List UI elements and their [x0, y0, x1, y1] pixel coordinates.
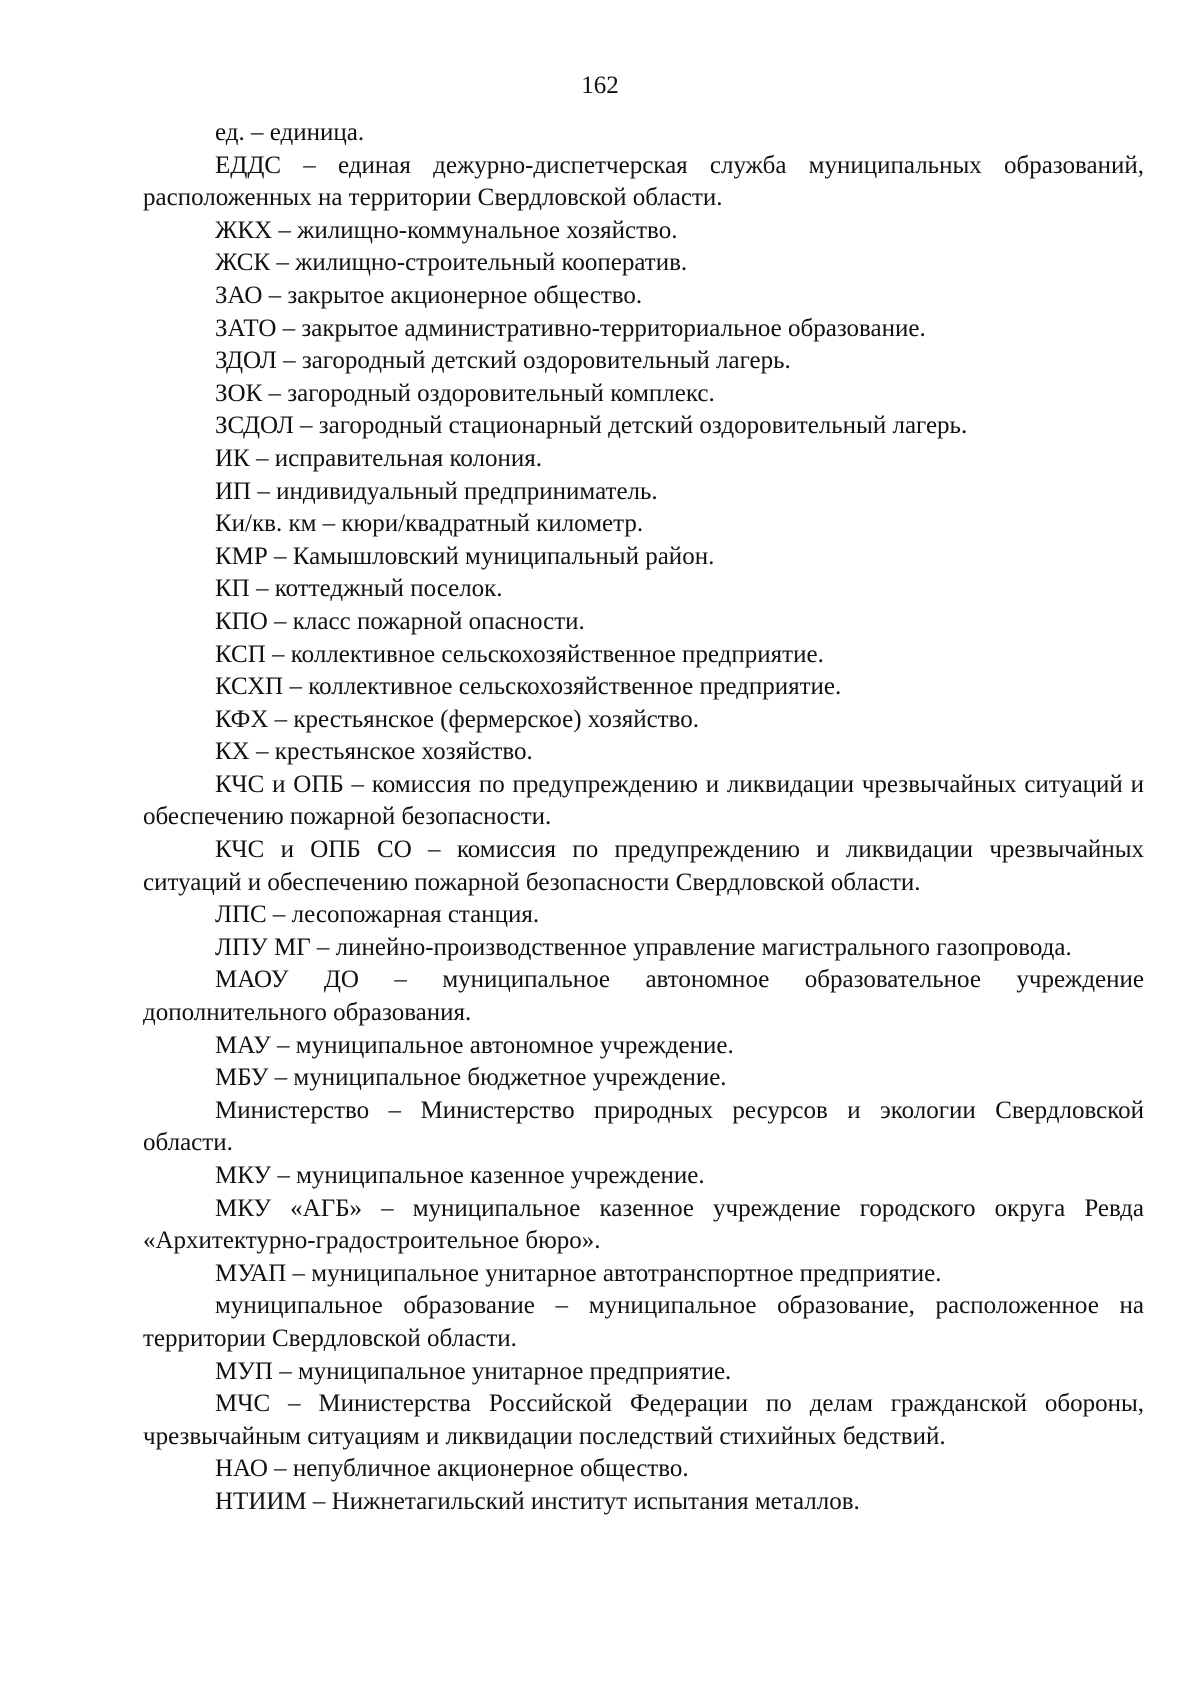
abbreviation-entry: ЛПУ МГ – линейно-производственное управление магистрального газопровода.	[215, 933, 1072, 961]
abbreviation-entry: КСП – коллективное сельскохозяйственное предприятие.	[215, 640, 824, 668]
abbreviation-entry: МУП – муниципальное унитарное предприятие.	[215, 1357, 732, 1385]
abbreviation-entry: Ки/кв. км – кюри/квадратный километр.	[215, 510, 644, 538]
page-number: 162	[581, 72, 619, 99]
abbreviation-entry: КСХП – коллективное сельскохозяйственное предприятие.	[215, 673, 842, 701]
abbreviation-entry: КЧС и ОПБ СО – комиссия по предупреждению и ликвидации чрезвычайных ситуаций и обеспечению пожарной безопасности Свердловской области.	[143, 836, 1144, 896]
abbreviation-entry: МКУ «АГБ» – муниципальное казенное учреждение городского округа Ревда «Архитектурно-градостроительное бюро».	[143, 1194, 1144, 1255]
abbreviation-entry: КЧС и ОПБ – комиссия по предупреждению и ликвидации чрезвычайных ситуаций и обеспечению пожарной безопасности.	[143, 770, 1144, 831]
abbreviation-entry: ЗАО – закрытое акционерное общество.	[215, 281, 643, 309]
abbreviation-entry: ЖКХ – жилищно-коммунальное хозяйство.	[215, 216, 678, 244]
abbreviation-entry: ЗСДОЛ – загородный стационарный детский оздоровительный лагерь.	[215, 412, 968, 440]
abbreviation-entry: ед. – единица.	[215, 119, 365, 146]
abbreviation-entry: КПО – класс пожарной опасности.	[215, 607, 585, 635]
abbreviation-entry: ЛПС – лесопожарная станция.	[215, 901, 540, 929]
abbreviation-entry: Министерство – Министерство природных ресурсов и экологии Свердловской области.	[143, 1096, 1144, 1157]
abbreviation-entry: МУАП – муниципальное унитарное автотранспортное предприятие.	[215, 1259, 942, 1287]
abbreviation-entry: МБУ – муниципальное бюджетное учреждение.	[215, 1064, 727, 1092]
abbreviations-list	[143, 117, 1144, 1519]
abbreviation-entry: ЗОК – загородный оздоровительный комплекс.	[215, 379, 715, 407]
abbreviation-entry: КМР – Камышловский муниципальный район.	[215, 542, 715, 570]
abbreviation-entry: КХ – крестьянское хозяйство.	[215, 738, 533, 766]
abbreviation-entry: НАО – непубличное акционерное общество.	[215, 1455, 689, 1483]
abbreviation-entry: КФХ – крестьянское (фермерское) хозяйство.	[215, 705, 699, 733]
abbreviation-entry: ЖСК – жилищно-строительный кооператив.	[215, 249, 688, 277]
abbreviation-entry: МЧС – Министерства Российской Федерации по делам гражданской обороны, чрезвычайным ситуациям и ликвидации последствий стихийных бедствий.	[143, 1390, 1144, 1450]
abbreviation-entry: ИП – индивидуальный предприниматель.	[215, 477, 658, 505]
abbreviation-entry: НТИИМ – Нижнетагильский институт испытания металлов.	[215, 1487, 860, 1515]
abbreviation-entry: ЗДОЛ – загородный детский оздоровительный лагерь.	[215, 347, 791, 375]
abbreviation-entry: МАОУ ДО – муниципальное автономное образовательное учреждение дополнительного образования.	[143, 966, 1144, 1027]
abbreviation-entry: ЗАТО – закрытое административно-территориальное образование.	[215, 314, 926, 342]
abbreviation-entry: КП – коттеджный поселок.	[215, 575, 503, 603]
abbreviation-entry: ЕДДС – единая дежурно-диспетчерская служба муниципальных образований, расположенных на территории Свердловской области.	[143, 151, 1144, 212]
abbreviation-entry: МАУ – муниципальное автономное учреждение.	[215, 1031, 734, 1059]
abbreviation-entry: муниципальное образование – муниципальное образование, расположенное на территории Свердловской области.	[143, 1292, 1144, 1352]
abbreviation-entry: ИК – исправительная колония.	[215, 444, 543, 472]
abbreviation-entry: МКУ – муниципальное казенное учреждение.	[215, 1162, 705, 1189]
